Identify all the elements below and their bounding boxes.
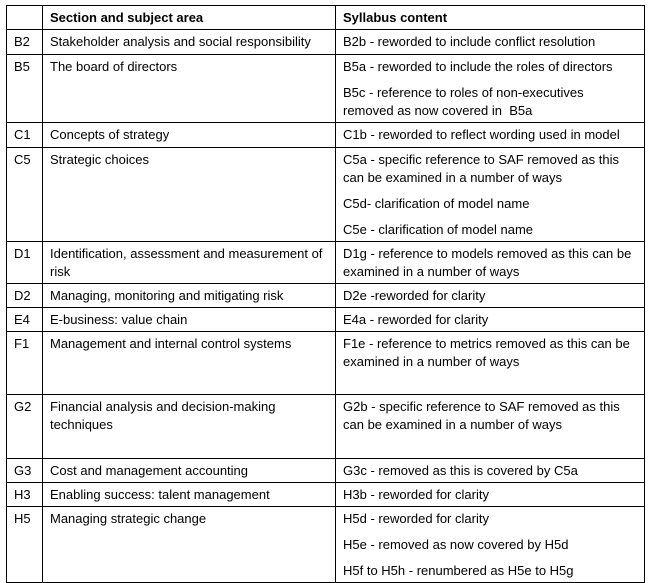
- cell-section: Management and internal control systems: [43, 332, 336, 395]
- table-row: [7, 308, 645, 332]
- syllabus-content-paragraph: H5e - removed as now covered by H5d: [343, 537, 569, 552]
- cell-section: Managing strategic change: [43, 507, 336, 583]
- header-section: Section and subject area: [43, 6, 336, 30]
- table-row: [7, 30, 645, 55]
- syllabus-content-paragraph: C1b - reworded to reflect wording used in model: [343, 127, 620, 142]
- syllabus-content-paragraph: G2b - specific reference to SAF removed as this can be examined in a number of ways: [343, 399, 624, 432]
- cell-code: D2: [7, 284, 43, 308]
- cell-section: The board of directors: [43, 55, 336, 123]
- syllabus-content-paragraph: H3b - reworded for clarity: [343, 487, 489, 502]
- syllabus-content-paragraph: H5d - reworded for clarity: [343, 511, 489, 526]
- cell-code: D1: [7, 242, 43, 284]
- table-row: [7, 148, 645, 242]
- syllabus-content-paragraph: F1e - reference to metrics removed as this can be examined in a number of ways: [343, 336, 634, 369]
- cell-section: Identification, assessment and measurement of risk: [43, 242, 336, 284]
- cell-syllabus-content: [336, 242, 645, 284]
- cell-syllabus-content: [336, 123, 645, 148]
- cell-syllabus-content: [336, 395, 645, 459]
- cell-syllabus-content: [336, 55, 645, 123]
- syllabus-content-paragraph: B5a - reworded to include the roles of directors: [343, 59, 613, 74]
- table-row: [7, 284, 645, 308]
- table-row: [7, 123, 645, 148]
- cell-syllabus-content: [336, 459, 645, 483]
- cell-syllabus-content: [336, 148, 645, 242]
- syllabus-content-paragraph: G3c - removed as this is covered by C5a: [343, 463, 578, 478]
- cell-code: G3: [7, 459, 43, 483]
- cell-code: F1: [7, 332, 43, 395]
- cell-code: B2: [7, 30, 43, 55]
- cell-syllabus-content: [336, 284, 645, 308]
- cell-code: G2: [7, 395, 43, 459]
- cell-code: B5: [7, 55, 43, 123]
- syllabus-content-paragraph: C5d- clarification of model name: [343, 196, 530, 211]
- cell-section: Cost and management accounting: [43, 459, 336, 483]
- table-row: [7, 507, 645, 583]
- cell-section: Stakeholder analysis and social responsibility: [43, 30, 336, 55]
- cell-syllabus-content: [336, 308, 645, 332]
- cell-syllabus-content: [336, 507, 645, 583]
- cell-syllabus-content: [336, 332, 645, 395]
- syllabus-content-paragraph: B5c - reference to roles of non-executives removed as now covered in B5a: [343, 85, 588, 118]
- table-row: [7, 483, 645, 507]
- cell-section: Managing, monitoring and mitigating risk: [43, 284, 336, 308]
- cell-code: C1: [7, 123, 43, 148]
- table-row: [7, 242, 645, 284]
- cell-code: H5: [7, 507, 43, 583]
- header-code: [7, 6, 43, 30]
- table-header: [7, 6, 645, 30]
- syllabus-changes-table: [6, 5, 645, 583]
- table-header-row: [7, 6, 645, 30]
- syllabus-content-paragraph: E4a - reworded for clarity: [343, 312, 489, 327]
- table-row: [7, 459, 645, 483]
- syllabus-content-paragraph: C5a - specific reference to SAF removed as this can be examined in a number of ways: [343, 152, 623, 185]
- cell-section: Financial analysis and decision-making techniques: [43, 395, 336, 459]
- table-body: [7, 30, 645, 583]
- cell-syllabus-content: [336, 483, 645, 507]
- cell-code: H3: [7, 483, 43, 507]
- cell-code: C5: [7, 148, 43, 242]
- table-row: [7, 55, 645, 123]
- cell-section: E-business: value chain: [43, 308, 336, 332]
- cell-section: Enabling success: talent management: [43, 483, 336, 507]
- cell-code: E4: [7, 308, 43, 332]
- syllabus-content-paragraph: D2e -reworded for clarity: [343, 288, 486, 303]
- table-row: [7, 332, 645, 395]
- cell-section: Concepts of strategy: [43, 123, 336, 148]
- syllabus-content-paragraph: H5f to H5h - renumbered as H5e to H5g: [343, 563, 574, 578]
- syllabus-content-paragraph: C5e - clarification of model name: [343, 222, 534, 237]
- cell-section: Strategic choices: [43, 148, 336, 242]
- table-row: [7, 395, 645, 459]
- cell-syllabus-content: [336, 30, 645, 55]
- syllabus-content-paragraph: D1g - reference to models removed as this can be examined in a number of ways: [343, 246, 635, 279]
- syllabus-content-paragraph: B2b - reworded to include conflict resolution: [343, 34, 596, 49]
- header-syllabus-content: Syllabus content: [336, 6, 645, 30]
